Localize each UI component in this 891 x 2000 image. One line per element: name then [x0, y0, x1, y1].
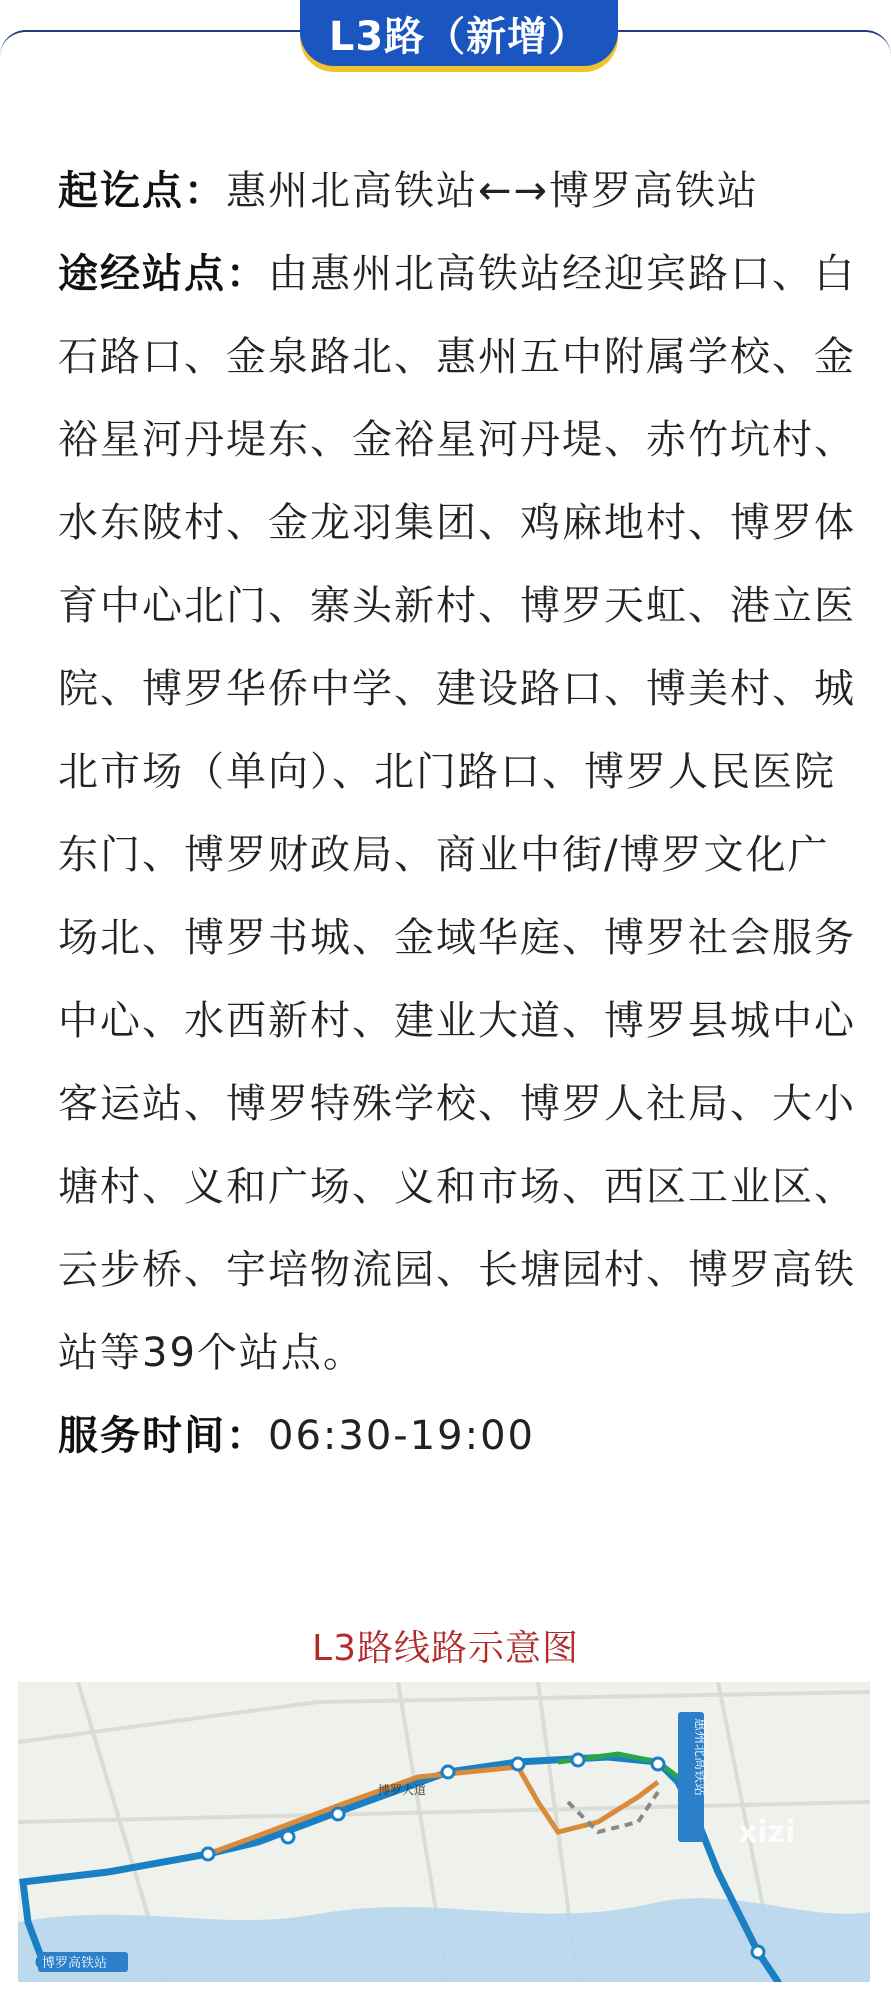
- stops-row: [58, 233, 868, 1395]
- endpoints-value: 惠州北高铁站←→博罗高铁站: [226, 168, 760, 214]
- end-station-label: 惠州北高铁站: [692, 1718, 707, 1797]
- start-station-label: 博罗高铁站: [42, 1956, 108, 1971]
- road-label: 博罗大道: [378, 1783, 427, 1797]
- stops-label: 途经站点：: [58, 251, 268, 297]
- watermark: xizi: [738, 1815, 796, 1850]
- endpoints-label: 起讫点：: [58, 168, 226, 214]
- stops-value: 由惠州北高铁站经迎宾路口、白石路口、金泉路北、惠州五中附属学校、金裕星河丹堤东、金裕星河丹堤、赤竹坑村、水东陂村、金龙羽集团、鸡麻地村、博罗体育中心北门、寨头新村、博罗天虹、港立医院、博罗华侨中学、建设路口、博美村、城北市场（单向）、北门路口、博罗人民医院东门、博罗财政局、商业中街/博罗文化广场北、博罗书城、金域华庭、博罗社会服务中心、水西新村、建业大道、博罗县城中心客运站、博罗特殊学校、博罗人社局、大小塘村、义和广场、义和市场、西区工业区、云步桥、宇培物流园、长塘园村、博罗高铁站等39个站点。: [58, 251, 856, 1376]
- route-badge: L3路（新增）: [300, 0, 618, 66]
- service-value: 06:30-19:00: [268, 1413, 535, 1459]
- endpoints-row: [58, 150, 868, 233]
- map-canvas: [18, 1682, 870, 1982]
- route-map[interactable]: [18, 1682, 870, 1982]
- map-title: L3路线路示意图: [312, 1628, 579, 1669]
- route-info: [58, 150, 868, 1478]
- service-row: [58, 1395, 868, 1478]
- service-label: 服务时间：: [58, 1413, 268, 1459]
